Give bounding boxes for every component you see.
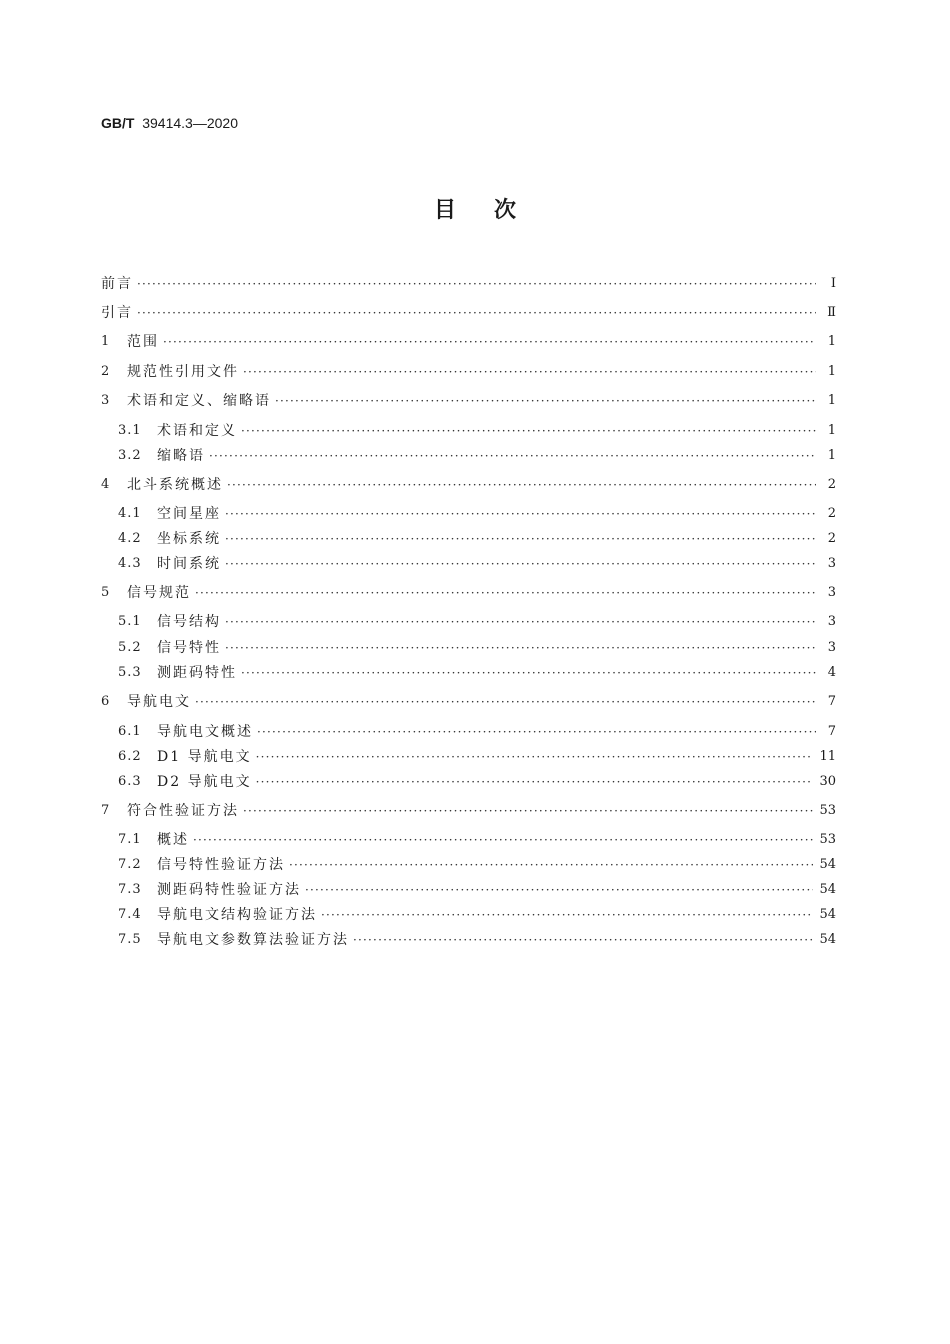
toc-entry-label: 信号特性 [157,640,221,656]
toc-entry[interactable] [118,930,836,950]
toc-entry-label: 引言 [101,305,133,321]
toc-entry[interactable] [101,303,836,323]
toc-entry-page: 7 [827,724,836,739]
toc-entry-page: 7 [827,694,836,709]
dot-leader [137,303,816,323]
toc-entry[interactable] [118,554,836,574]
toc-entry-label: 范围 [127,334,159,350]
toc-entry[interactable] [101,391,836,411]
toc-entry-label: 信号结构 [157,614,221,630]
dot-leader [225,554,816,574]
dot-leader [257,722,816,742]
toc-entry-number: 6 [101,694,111,709]
toc-entry[interactable] [118,421,836,441]
toc-entry-page: 1 [827,334,836,349]
toc-entry[interactable] [118,612,836,632]
dot-leader [195,692,816,712]
toc-entry-page: 53 [819,832,836,847]
dot-leader [243,362,816,382]
dot-leader [241,421,816,441]
toc-entry-page: 11 [819,749,836,764]
toc-entry[interactable] [101,801,836,821]
toc-entry-label: 北斗系统概述 [127,477,223,493]
toc-entry-label: 概述 [157,832,189,848]
standard-prefix: GB/T [101,115,135,131]
toc-entry-label: 信号规范 [127,585,191,601]
toc-entry[interactable] [101,583,836,603]
toc-entry-number: 5.2 [118,640,142,655]
dot-leader [305,880,813,900]
toc-entry[interactable] [118,747,836,767]
toc-entry-number: 1 [101,334,111,349]
toc-entry-page: 3 [827,556,836,571]
toc-entry[interactable] [118,504,836,524]
toc-entry[interactable] [118,638,836,658]
toc-entry-page: 30 [819,774,836,789]
toc-entry-number: 7 [101,803,111,818]
dot-leader [137,274,816,294]
toc-entry-label: D2 导航电文 [157,774,252,790]
toc-entry-number: 7.3 [118,882,142,897]
toc-entry[interactable] [118,446,836,466]
toc-entry[interactable] [101,475,836,495]
toc-entry-label: 规范性引用文件 [127,364,239,380]
toc-entry-number: 4 [101,477,111,492]
toc-entry-number: 6.2 [118,749,142,764]
toc-entry-number: 5.3 [118,665,142,680]
toc-entry-page: 54 [819,932,836,947]
toc-entry-label: 导航电文概述 [157,724,253,740]
dot-leader [225,504,816,524]
toc-entry-page: 1 [827,364,836,379]
toc-entry-page: 3 [827,585,836,600]
toc-entry[interactable] [118,855,836,875]
toc-entry-number: 7.4 [118,907,142,922]
toc-entry[interactable] [118,722,836,742]
toc-entry[interactable] [118,772,836,792]
dot-leader [256,747,814,767]
toc-entry-page: 54 [819,907,836,922]
dot-leader [275,391,816,411]
dot-leader [193,830,813,850]
toc-entry-label: 信号特性验证方法 [157,857,285,873]
toc-entry-page: 53 [819,803,836,818]
toc-entry[interactable] [118,663,836,683]
toc-entry-page: 54 [819,882,836,897]
toc-entry-label: 导航电文结构验证方法 [157,907,317,923]
toc-entry[interactable] [118,529,836,549]
standard-number: 39414.3—2020 [142,115,238,131]
dot-leader [321,905,813,925]
toc-entry-page: 3 [827,614,836,629]
table-of-contents [101,0,836,1000]
toc-entry-number: 5 [101,585,111,600]
dot-leader [227,475,816,495]
toc-entry-label: 导航电文参数算法验证方法 [157,932,349,948]
toc-entry-label: 符合性验证方法 [127,803,239,819]
toc-entry[interactable] [101,362,836,382]
toc-entry-label: 前言 [101,276,133,292]
toc-entry-page: 1 [827,423,836,438]
toc-entry-page: 1 [827,448,836,463]
dot-leader [225,638,816,658]
dot-leader [225,529,816,549]
toc-entry-label: 时间系统 [157,556,221,572]
dot-leader [163,332,816,352]
toc-entry-number: 6.1 [118,724,142,739]
toc-entry-label: 缩略语 [157,448,205,464]
dot-leader [241,663,816,683]
dot-leader [195,583,816,603]
toc-entry-number: 5.1 [118,614,142,629]
toc-entry-page: Ⅰ [830,276,836,291]
toc-entry-page: Ⅱ [827,305,836,320]
toc-entry-number: 7.5 [118,932,142,947]
toc-entry-page: 54 [819,857,836,872]
toc-entry-number: 4.1 [118,506,142,521]
toc-entry-page: 3 [827,640,836,655]
toc-entry-number: 6.3 [118,774,142,789]
toc-entry-number: 7.2 [118,857,142,872]
toc-entry-label: 测距码特性 [157,665,237,681]
dot-leader [289,855,813,875]
dot-leader [243,801,813,821]
toc-entry-label: D1 导航电文 [157,749,252,765]
toc-entry-label: 空间星座 [157,506,221,522]
toc-entry-number: 3.1 [118,423,142,438]
toc-entry-page: 1 [827,393,836,408]
toc-entry[interactable] [118,905,836,925]
toc-entry-page: 2 [827,506,836,521]
dot-leader [353,930,813,950]
toc-entry[interactable] [101,692,836,712]
toc-entry-page: 2 [827,531,836,546]
dot-leader [209,446,816,466]
toc-entry[interactable] [101,274,836,294]
toc-entry-number: 7.1 [118,832,142,847]
toc-entry-label: 术语和定义、缩略语 [127,393,271,409]
toc-entry-number: 3 [101,393,111,408]
dot-leader [225,612,816,632]
toc-entry-page: 4 [827,665,836,680]
toc-entry-number: 2 [101,364,111,379]
toc-entry[interactable] [101,332,836,352]
toc-entry-label: 坐标系统 [157,531,221,547]
toc-entry[interactable] [118,880,836,900]
toc-entry[interactable] [118,830,836,850]
toc-entry-label: 导航电文 [127,694,191,710]
toc-entry-label: 术语和定义 [157,423,237,439]
toc-entry-label: 测距码特性验证方法 [157,882,301,898]
toc-entry-number: 4.2 [118,531,142,546]
toc-entry-number: 3.2 [118,448,142,463]
toc-entry-page: 2 [827,477,836,492]
toc-title: 目次 [433,198,554,223]
toc-entry-number: 4.3 [118,556,142,571]
dot-leader [256,772,814,792]
